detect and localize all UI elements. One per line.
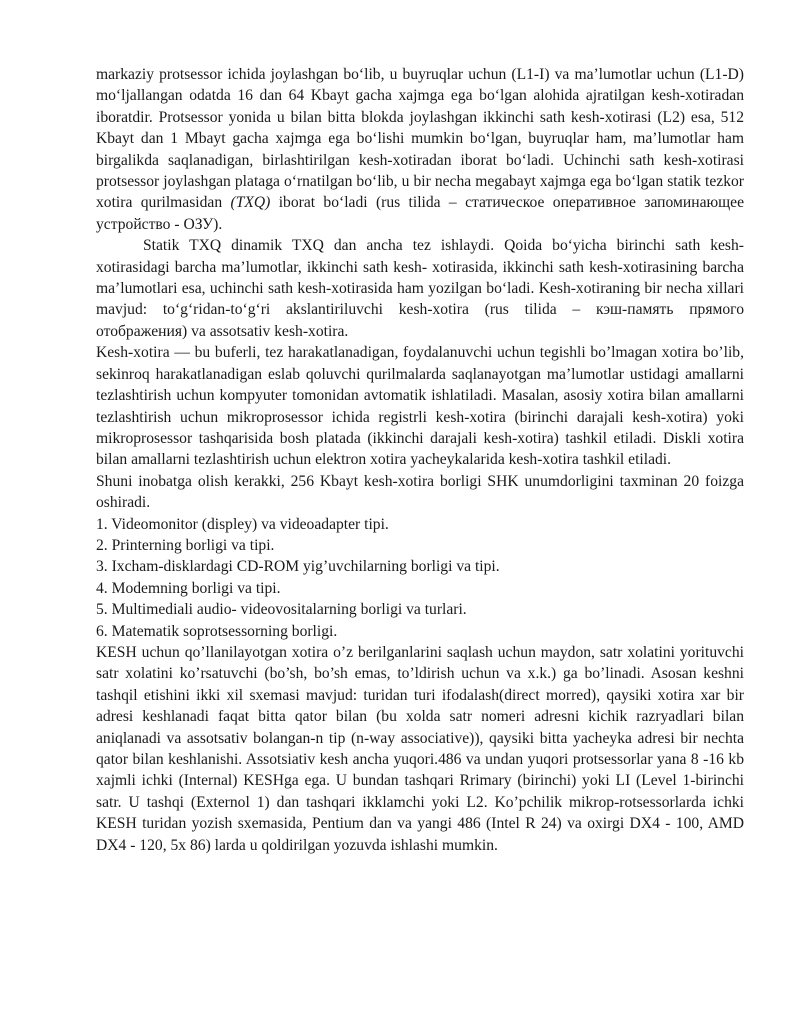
abbreviation-txq: (TXQ) xyxy=(230,194,271,212)
paragraph-cache-levels xyxy=(96,64,744,235)
paragraph-cache-definition: Kesh-xotira — bu buferli, tez harakatlanadigan, foydalanuvchi uchun tegishli bo’lmagan xotira bo’lib, sekinroq harakatlanadigan eslab qoluvchi qurilmalarda saqlanayotgan ma’lumotlar ustidagi amallarni tezlashtirish uchun kompyuter tomonidan avtomatik ishlatiladi. Masalan, asosiy xotira bilan amallarni tezlashtirish uchun mikroprosessor ichida registrli kesh-xotira (birinchi darajali kesh-xotira) yoki mikroprosessor tashqarisida bosh platada (ikkinchi darajali kesh-xotira) tashkil etiladi. Diskli xotira bilan amallarni tezlashtirish uchun elektron xotira yacheykalarida kesh-xotira tashkil etiladi. xyxy=(96,344,744,469)
paragraph-text: iborat bo‘ladi (rus tilida – статическое оперативное запоминающее устройство - ОЗУ). xyxy=(96,194,744,233)
paragraph-text: markaziy protsessor ichida joylashgan bo‘lib, u buyruqlar uchun (L1-I) va ma’lumotlar uchun (L1-D) mo‘ljallangan odatda 16 dan 64 Kbayt gacha xajmga ega bo‘lgan alohida ajratilgan kesh-xotiradan iboratdir. Protsessor yonida u bilan bitta blokda joylashgan ikkinchi sath kesh-xotirasi (L2) esa, 512 Kbayt dan 1 Mbayt gacha xajmga ega bo‘lishi mumkin bo‘lgan, buyruqlar ham, ma’lumotlar ham birgalikda saqlanadigan, birlashtirilgan kesh-xotiradan iborat bo‘ladi. Uchinchi sath kesh-xotirasi protsessor joylashgan plataga o‘rnatilgan bo‘lib, u bir necha megabayt xajmga ega bo‘lgan statik tezkor xotira qurilmasidan xyxy=(96,66,744,212)
list-item: 5. Multimediali audio- videovositalarning borligi va turlari. xyxy=(96,601,467,619)
paragraph-static-vs-dynamic: Statik TXQ dinamik TXQ dan ancha tez ishlaydi. Qoida bo‘yicha birinchi sath kesh-xotirasidagi barcha ma’lumotlar, ikkinchi sath kesh- xotirasida, ikkinchi sath kesh-xotirasining barcha ma’lumotlari esa, uchinchi sath kesh-xotirasida ham yozilgan bo‘ladi. Kesh-xotiraning bir necha xillari mavjud: to‘g‘ridan-to‘g‘ri akslantiriluvchi kesh-xotira (rus tilida – кэш-память прямого отображения) va assotsativ kesh-xotira. xyxy=(96,237,744,340)
list-item: 1. Videomonitor (displey) va videoadapter tipi. xyxy=(96,515,389,533)
list-item: 4. Modemning borligi va tipi. xyxy=(96,579,281,597)
paragraph-kesh-organization: KESH uchun qo’llanilayotgan xotira o’z berilganlarini saqlash uchun maydon, satr xolatini yorituvchi satr xolatini ko’rsatuvchi (bo’sh, bo’sh emas, to’ldirish uchun va x.k.) ga bo’linadi. Asosan keshni tashqil etishini ikki xil sxemasi mavjud: turidan turi ifodalash(direct morred), qaysiki xotira xar bir adresi keshlanadi faqat bitta qator bilan (bu xolda satr nomeri adresni kichik razryadlari bilan aniqlanadi va assotsativ bolangan-n tip (n-way associative)), qaysiki bitta yacheyka adresi bir nechta qator bilan keshlanishi. Assotsiativ kesh ancha yuqori.486 va undan yuqori protsessorlar yana 8 -16 kb xajmli ichki (Internal) KESHga ega. U bundan tashqari Rrimary (birinchi) yoki LI (Level 1-birinchi satr. U tashqi (Externol 1) dan tashqari ikklamchi yoki L2. Ko’pchilik mikrop-rotsessorlarda ichki KESH turidan yozish sxemasida, Pentium dan va yangi 486 (Intel R 24) va oxirgi DX4 - 100, AMD DX4 - 120, 5x 86) larda u qoldirilgan yozuvda ishlashi mumkin. xyxy=(96,643,744,854)
list-item: 6. Matematik soprotsessorning borligi. xyxy=(96,622,338,640)
paragraph-cache-performance: Shuni inobatga olish kerakki, 256 Kbayt kesh-xotira borligi SHK unumdorligini taxminan 20 foizga oshiradi. xyxy=(96,472,744,512)
document-page xyxy=(96,64,744,856)
numbered-list xyxy=(96,514,744,642)
list-item: 3. Ixcham-disklardagi CD-ROM yig’uvchilarning borligi va tipi. xyxy=(96,558,500,576)
list-item: 2. Printerning borligi va tipi. xyxy=(96,536,275,554)
